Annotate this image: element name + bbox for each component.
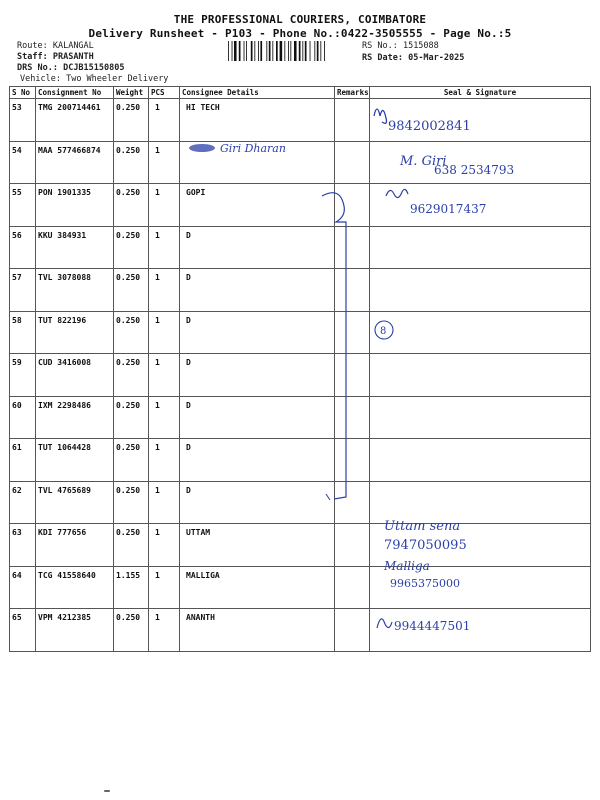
cell-consignee: D <box>180 311 335 354</box>
barcode <box>228 41 354 61</box>
cell-signature <box>370 524 591 567</box>
cell-signature <box>370 184 591 227</box>
table-row <box>10 141 591 184</box>
cell-weight: 0.250 <box>114 226 149 269</box>
drs-value: DCJB15150805 <box>63 63 125 73</box>
cell-signature <box>370 609 591 652</box>
barcode-bar <box>276 41 278 61</box>
cell-sno: 58 <box>10 311 36 354</box>
cell-remarks <box>335 354 370 397</box>
barcode-bar <box>314 41 315 61</box>
cell-pcs: 1 <box>149 566 180 609</box>
row53-signature: 9842002841 <box>388 119 471 134</box>
cell-consignment: TCG 41558640 <box>36 566 114 609</box>
col-consignment-header: Consignment No <box>36 87 114 99</box>
cell-signature <box>370 396 591 439</box>
table-row <box>10 226 591 269</box>
col-signature-header: Seal & Signature <box>370 87 591 99</box>
staff-value: PRASANTH <box>52 52 94 62</box>
cell-sno: 55 <box>10 184 36 227</box>
cell-weight: 0.250 <box>114 396 149 439</box>
barcode-bar <box>254 41 255 61</box>
cell-pcs: 1 <box>149 396 180 439</box>
table-header-row <box>10 87 591 99</box>
cell-consignee: D <box>180 354 335 397</box>
barcode-bar <box>320 41 321 61</box>
table-row <box>10 184 591 227</box>
table-row <box>10 566 591 609</box>
cell-pcs: 1 <box>149 184 180 227</box>
barcode-bar <box>305 41 307 61</box>
cell-consignment: TVL 4765689 <box>36 481 114 524</box>
table-row <box>10 354 591 397</box>
cell-pcs: 1 <box>149 524 180 567</box>
cell-consignee: MALLIGA <box>180 566 335 609</box>
barcode-bar <box>239 41 241 61</box>
barcode-bar <box>272 41 273 61</box>
drs-line <box>17 63 125 73</box>
route-value: KALANGAL <box>52 41 94 51</box>
cell-remarks <box>335 99 370 142</box>
row63-phone: 7947050095 <box>384 538 467 553</box>
barcode-bar <box>280 41 283 61</box>
stray-mark <box>104 790 110 792</box>
cell-remarks <box>335 226 370 269</box>
cell-sno: 59 <box>10 354 36 397</box>
row54-phone: 638 2534793 <box>434 163 515 177</box>
barcode-bar <box>232 41 233 61</box>
cell-consignee: GOPI <box>180 184 335 227</box>
cell-pcs: 1 <box>149 609 180 652</box>
cell-weight: 0.250 <box>114 141 149 184</box>
cell-consignee: D <box>180 396 335 439</box>
cell-pcs: 1 <box>149 99 180 142</box>
cell-consignment: TUT 822196 <box>36 311 114 354</box>
rs-no-value: 1515088 <box>402 41 439 51</box>
table-row <box>10 524 591 567</box>
cell-weight: 0.250 <box>114 311 149 354</box>
cell-pcs: 1 <box>149 481 180 524</box>
cell-sno: 62 <box>10 481 36 524</box>
cell-consignee: ANANTH <box>180 609 335 652</box>
cell-consignment: VPM 4212385 <box>36 609 114 652</box>
barcode-bar <box>284 41 285 61</box>
cell-remarks <box>335 609 370 652</box>
cell-sno: 60 <box>10 396 36 439</box>
cell-consignment: CUD 3416008 <box>36 354 114 397</box>
cell-weight: 0.250 <box>114 524 149 567</box>
cell-pcs: 1 <box>149 439 180 482</box>
col-pcs-header: PCS <box>149 87 180 99</box>
table-row <box>10 439 591 482</box>
staff-label: Staff: <box>17 52 48 62</box>
cell-weight: 0.250 <box>114 481 149 524</box>
col-remarks-header: Remarks <box>335 87 370 99</box>
route-line <box>17 41 94 51</box>
cell-consignee: D <box>180 439 335 482</box>
cell-signature <box>370 226 591 269</box>
row55-phone: 9629017437 <box>410 202 487 216</box>
barcode-bar <box>269 41 271 61</box>
cell-signature <box>370 566 591 609</box>
vehicle-value: Two Wheeler Delivery <box>66 74 169 84</box>
rs-no-label: RS No.: <box>362 41 398 51</box>
drs-label: DRS No.: <box>17 63 58 73</box>
row64-phone: 9965375000 <box>390 577 460 590</box>
rs-date-line <box>362 53 464 63</box>
cell-weight: 0.250 <box>114 99 149 142</box>
cell-signature <box>370 439 591 482</box>
barcode-bar <box>317 41 319 61</box>
cell-consignee: UTTAM <box>180 524 335 567</box>
cell-pcs: 1 <box>149 141 180 184</box>
barcode-bar <box>244 41 245 61</box>
barcode-bar <box>288 41 289 61</box>
cell-pcs: 1 <box>149 226 180 269</box>
cell-sno: 56 <box>10 226 36 269</box>
cell-signature <box>370 99 591 142</box>
cell-weight: 0.250 <box>114 354 149 397</box>
cell-consignment: KDI 777656 <box>36 524 114 567</box>
cell-remarks <box>335 566 370 609</box>
table-row <box>10 609 591 652</box>
cell-sno: 61 <box>10 439 36 482</box>
rs-no-line <box>362 41 439 51</box>
cell-remarks <box>335 439 370 482</box>
col-sno-header: S No <box>10 87 36 99</box>
barcode-bar <box>310 41 311 61</box>
cell-remarks <box>335 396 370 439</box>
table-row <box>10 269 591 312</box>
cell-remarks <box>335 141 370 184</box>
barcode-bar <box>228 41 229 61</box>
cell-pcs: 1 <box>149 354 180 397</box>
row65-phone: 9944447501 <box>394 619 471 633</box>
cell-signature <box>370 354 591 397</box>
barcode-bar <box>258 41 259 61</box>
cell-sno: 65 <box>10 609 36 652</box>
barcode-bar <box>302 41 303 61</box>
cell-consignee: D <box>180 226 335 269</box>
barcode-bar <box>251 41 253 61</box>
cell-consignment: IXM 2298486 <box>36 396 114 439</box>
col-weight-header: Weight <box>114 87 149 99</box>
cell-consignment: TUT 1064428 <box>36 439 114 482</box>
cell-remarks <box>335 524 370 567</box>
cell-pcs: 1 <box>149 311 180 354</box>
cell-consignee: D <box>180 481 335 524</box>
cell-consignment: MAA 577466874 <box>36 141 114 184</box>
barcode-bar <box>294 41 297 61</box>
barcode-bar <box>246 41 247 61</box>
cell-remarks <box>335 311 370 354</box>
col-consignee-header: Consignee Details <box>180 87 335 99</box>
cell-sno: 64 <box>10 566 36 609</box>
vehicle-line <box>20 74 168 84</box>
cell-signature <box>370 481 591 524</box>
rs-date-value: 05-Mar-2025 <box>408 53 465 63</box>
barcode-bar <box>290 41 291 61</box>
route-label: Route: <box>17 41 48 51</box>
table-row <box>10 396 591 439</box>
cell-sno: 53 <box>10 99 36 142</box>
cell-weight: 0.250 <box>114 269 149 312</box>
runsheet-table <box>9 86 591 652</box>
cell-weight: 1.155 <box>114 566 149 609</box>
cell-consignment: PON 1901335 <box>36 184 114 227</box>
row64-name: Malliga <box>384 559 430 573</box>
barcode-bar <box>234 41 237 61</box>
table-row <box>10 99 591 142</box>
cell-consignee: HI TECH <box>180 99 335 142</box>
cell-consignment: KKU 384931 <box>36 226 114 269</box>
cell-consignment: TMG 200714461 <box>36 99 114 142</box>
cell-consignment: TVL 3078088 <box>36 269 114 312</box>
cell-signature <box>370 269 591 312</box>
cell-consignee: D <box>180 269 335 312</box>
staff-line <box>17 52 94 62</box>
barcode-bar <box>266 41 267 61</box>
cell-sno: 54 <box>10 141 36 184</box>
cell-weight: 0.250 <box>114 439 149 482</box>
barcode-bar <box>324 41 325 61</box>
row54-name: Giri Dharan <box>220 142 286 155</box>
cell-weight: 0.250 <box>114 184 149 227</box>
row54-signature: M. Giri <box>400 154 447 169</box>
cell-consignee <box>180 141 335 184</box>
cell-remarks <box>335 184 370 227</box>
company-title: THE PROFESSIONAL COURIERS, COIMBATORE <box>173 13 427 26</box>
vehicle-label: Vehicle: <box>20 74 61 84</box>
barcode-bar <box>299 41 301 61</box>
cell-signature <box>370 311 591 354</box>
cell-remarks <box>335 481 370 524</box>
remarks-count: 8 <box>380 326 387 337</box>
barcode-bar <box>260 41 262 61</box>
cell-pcs: 1 <box>149 269 180 312</box>
cell-weight: 0.250 <box>114 609 149 652</box>
cell-sno: 57 <box>10 269 36 312</box>
runsheet-title: Delivery Runsheet - P103 - Phone No.:0422-3505555 - Page No.:5 <box>88 27 512 40</box>
cell-remarks <box>335 269 370 312</box>
cell-sno: 63 <box>10 524 36 567</box>
table-row <box>10 311 591 354</box>
rs-date-label: RS Date: <box>362 53 403 63</box>
cell-signature <box>370 141 591 184</box>
table-row <box>10 481 591 524</box>
row63-name: Uttam sena <box>384 519 461 534</box>
